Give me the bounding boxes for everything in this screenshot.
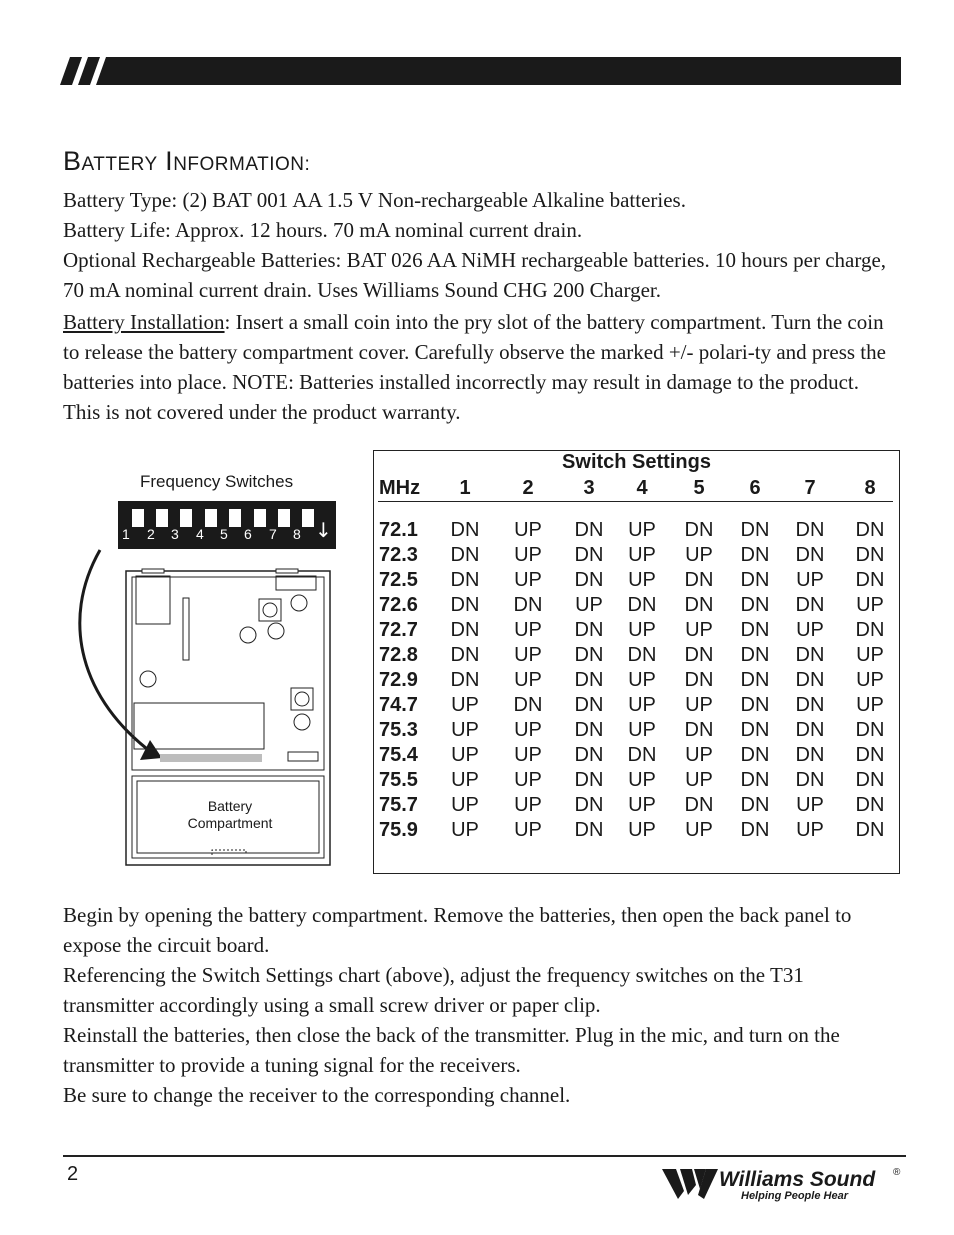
frequency-cell: 74.7 xyxy=(379,694,418,716)
switch-state-cell: DN xyxy=(684,794,714,816)
switch-state-cell: DN xyxy=(684,669,714,691)
installation-label: Battery Installation xyxy=(63,310,225,334)
switch-state-cell: DN xyxy=(795,719,825,741)
switch-state-cell: UP xyxy=(628,769,656,791)
brand-name: Williams Sound xyxy=(719,1168,876,1191)
switch-number: 3 xyxy=(171,526,179,542)
switch-state-cell: DN xyxy=(855,519,885,541)
switch-state-cell: UP xyxy=(628,519,656,541)
switch-state-cell: UP xyxy=(451,719,479,741)
brand-tagline: Helping People Hear xyxy=(741,1190,848,1202)
column-header-switch: 5 xyxy=(693,477,705,499)
switch-state-cell: UP xyxy=(856,594,884,616)
switch-state-cell: DN xyxy=(740,519,770,541)
switch-number: 8 xyxy=(293,526,301,542)
switch-state-cell: UP xyxy=(628,794,656,816)
switch-state-cell: DN xyxy=(574,669,604,691)
switch-state-cell: UP xyxy=(514,719,542,741)
switch-state-cell: DN xyxy=(574,569,604,591)
switch-state-cell: UP xyxy=(628,819,656,841)
frequency-cell: 72.8 xyxy=(379,644,418,666)
switch-state-cell: DN xyxy=(795,744,825,766)
switch-state-cell: UP xyxy=(796,794,824,816)
switch-state-cell: DN xyxy=(855,619,885,641)
switch-state-cell: DN xyxy=(450,519,480,541)
switch-state-cell: UP xyxy=(796,819,824,841)
section-heading: BATTERY INFORMATION: xyxy=(63,146,311,176)
switch-state-cell: DN xyxy=(627,744,657,766)
switch-state-cell: DN xyxy=(574,694,604,716)
switch-state-cell: UP xyxy=(514,569,542,591)
switch-state-cell: UP xyxy=(575,594,603,616)
column-header-switch: 3 xyxy=(583,477,595,499)
switch-number: 5 xyxy=(220,526,228,542)
switch-state-cell: DN xyxy=(855,544,885,566)
switch-state-cell: DN xyxy=(684,719,714,741)
switch-state-cell: UP xyxy=(514,519,542,541)
switch-state-cell: UP xyxy=(856,669,884,691)
switch-state-cell: DN xyxy=(574,769,604,791)
frequency-cell: 72.3 xyxy=(379,544,418,566)
switch-number: 7 xyxy=(269,526,277,542)
switch-state-cell: DN xyxy=(513,694,543,716)
switch-state-cell: UP xyxy=(796,569,824,591)
switch-state-cell: DN xyxy=(450,569,480,591)
switch-number: 6 xyxy=(244,526,252,542)
battery-type: Battery Type: (2) BAT 001 AA 1.5 V Non-rechargeable Alkaline batteries. xyxy=(63,188,686,212)
switch-state-cell: DN xyxy=(513,594,543,616)
switch-state-cell: UP xyxy=(628,569,656,591)
frequency-cell: 72.6 xyxy=(379,594,418,616)
switch-state-cell: DN xyxy=(574,794,604,816)
switch-state-cell: DN xyxy=(855,794,885,816)
battery-installation xyxy=(63,307,895,427)
switch-state-cell: UP xyxy=(514,619,542,641)
switch-state-cell: DN xyxy=(740,544,770,566)
switch-state-cell: UP xyxy=(451,769,479,791)
switch-state-cell: DN xyxy=(740,619,770,641)
switch-state-cell: DN xyxy=(855,769,885,791)
switch-state-cell: UP xyxy=(628,619,656,641)
frequency-cell: 75.7 xyxy=(379,794,418,816)
column-header-switch: 4 xyxy=(636,477,648,499)
switch-state-cell: DN xyxy=(795,544,825,566)
switch-state-cell: UP xyxy=(451,819,479,841)
switch-state-cell: UP xyxy=(514,544,542,566)
instruction-step: Begin by opening the battery compartment. Remove the batteries, then open the back panel to expose the circuit board. xyxy=(63,903,852,957)
frequency-cell: 75.5 xyxy=(379,769,418,791)
switch-state-cell: DN xyxy=(740,794,770,816)
switch-state-cell: UP xyxy=(628,669,656,691)
instruction-step: Reinstall the batteries, then close the back of the transmitter. Plug in the mic, and turn on the transmitter to provide a tuning signal for the receivers. xyxy=(63,1023,840,1077)
switch-state-cell: UP xyxy=(514,644,542,666)
switch-state-cell: DN xyxy=(684,519,714,541)
frequency-cell: 75.9 xyxy=(379,819,418,841)
instruction-step: Be sure to change the receiver to the corresponding channel. xyxy=(63,1083,571,1107)
switch-state-cell: DN xyxy=(450,669,480,691)
switch-state-cell: UP xyxy=(514,794,542,816)
switch-state-cell: DN xyxy=(574,619,604,641)
switch-state-cell: DN xyxy=(855,744,885,766)
switch-state-cell: DN xyxy=(574,744,604,766)
frequency-cell: 72.7 xyxy=(379,619,418,641)
switch-state-cell: DN xyxy=(855,569,885,591)
optional-batteries: Optional Rechargeable Batteries: BAT 026 AA NiMH rechargeable batteries. 10 hours per charge, 70 mA nominal current drain. Uses Williams Sound CHG 200 Charger. xyxy=(63,248,887,302)
switch-state-cell: DN xyxy=(740,744,770,766)
frequency-cell: 72.9 xyxy=(379,669,418,691)
switch-state-cell: DN xyxy=(855,719,885,741)
switch-state-cell: UP xyxy=(628,694,656,716)
switch-settings-title: Switch Settings xyxy=(562,451,711,473)
switch-state-cell: UP xyxy=(514,744,542,766)
switch-state-cell: DN xyxy=(740,694,770,716)
switch-state-cell: UP xyxy=(514,769,542,791)
registered-mark: ® xyxy=(893,1167,901,1178)
column-header-switch: 6 xyxy=(749,477,761,499)
column-header-switch: 8 xyxy=(864,477,876,499)
switch-state-cell: DN xyxy=(450,544,480,566)
down-arrow-icon: ↓ xyxy=(315,518,332,542)
switch-state-cell: DN xyxy=(450,594,480,616)
switch-state-cell: DN xyxy=(795,694,825,716)
footer-divider xyxy=(63,1155,906,1157)
switch-state-cell: DN xyxy=(795,644,825,666)
switch-state-cell: DN xyxy=(450,619,480,641)
switch-state-cell: DN xyxy=(684,594,714,616)
switch-state-cell: DN xyxy=(740,819,770,841)
switch-state-cell: DN xyxy=(574,544,604,566)
switch-state-cell: UP xyxy=(685,619,713,641)
switch-state-cell: UP xyxy=(685,819,713,841)
switch-state-cell: DN xyxy=(684,569,714,591)
switch-state-cell: DN xyxy=(740,569,770,591)
installation-text: : Insert a small coin into the pry slot of the battery compartment. Turn the coin to release the battery compartment cover. Carefully observe the marked +/- polari-ty and press the batteries into place. NOTE: Batteries installed incorrectly may result in damage to the product. This is not covered under the product warranty. xyxy=(63,310,886,424)
column-header-switch: 7 xyxy=(804,477,816,499)
switch-state-cell: UP xyxy=(685,769,713,791)
switch-state-cell: DN xyxy=(450,644,480,666)
frequency-cell: 72.1 xyxy=(379,519,418,541)
switch-state-cell: DN xyxy=(740,644,770,666)
switch-state-cell: DN xyxy=(740,669,770,691)
switch-state-cell: DN xyxy=(740,769,770,791)
switch-state-cell: DN xyxy=(795,769,825,791)
column-header-switch: 1 xyxy=(459,477,471,499)
williams-sound-logo-icon xyxy=(662,1167,722,1201)
switch-state-cell: UP xyxy=(856,694,884,716)
switch-state-cell: DN xyxy=(627,644,657,666)
frequency-cell: 75.4 xyxy=(379,744,418,766)
switch-state-cell: UP xyxy=(451,694,479,716)
table-header-divider xyxy=(378,501,893,502)
switch-state-cell: UP xyxy=(685,544,713,566)
switch-state-cell: DN xyxy=(574,644,604,666)
switch-state-cell: UP xyxy=(685,694,713,716)
switch-state-cell: DN xyxy=(684,644,714,666)
switch-state-cell: UP xyxy=(514,669,542,691)
frequency-cell: 72.5 xyxy=(379,569,418,591)
switch-state-cell: UP xyxy=(628,719,656,741)
battery-info xyxy=(63,185,903,427)
switch-state-cell: DN xyxy=(855,819,885,841)
frequency-cell: 75.3 xyxy=(379,719,418,741)
switch-state-cell: DN xyxy=(795,669,825,691)
column-header-switch: 2 xyxy=(522,477,534,499)
switch-state-cell: DN xyxy=(627,594,657,616)
switch-number: 4 xyxy=(196,526,204,542)
column-header-mhz: MHz xyxy=(379,477,421,499)
frequency-switches-label: Frequency Switches xyxy=(140,472,294,491)
switch-state-cell: UP xyxy=(685,744,713,766)
switch-state-cell: DN xyxy=(740,719,770,741)
switch-state-cell: DN xyxy=(574,819,604,841)
switch-state-cell: UP xyxy=(514,819,542,841)
switch-state-cell: DN xyxy=(795,594,825,616)
switch-number: 2 xyxy=(147,526,155,542)
switch-number: 1 xyxy=(122,526,130,542)
page-number: 2 xyxy=(67,1163,79,1185)
battery-life: Battery Life: Approx. 12 hours. 70 mA nominal current drain. xyxy=(63,218,583,242)
switch-state-cell: DN xyxy=(740,594,770,616)
header-bar xyxy=(60,57,901,85)
switch-state-cell: UP xyxy=(856,644,884,666)
switch-state-cell: DN xyxy=(574,519,604,541)
switch-state-cell: UP xyxy=(451,794,479,816)
switch-state-cell: UP xyxy=(796,619,824,641)
battery-compartment-label: Battery Compartment xyxy=(187,798,273,831)
instruction-step: Referencing the Switch Settings chart (above), adjust the frequency switches on the T31 transmitter accordingly using a small screw driver or paper clip. xyxy=(63,963,804,1017)
switch-state-cell: DN xyxy=(795,519,825,541)
switch-state-cell: UP xyxy=(628,544,656,566)
switch-state-cell: DN xyxy=(574,719,604,741)
instructions xyxy=(63,900,903,1110)
switch-state-cell: UP xyxy=(451,744,479,766)
